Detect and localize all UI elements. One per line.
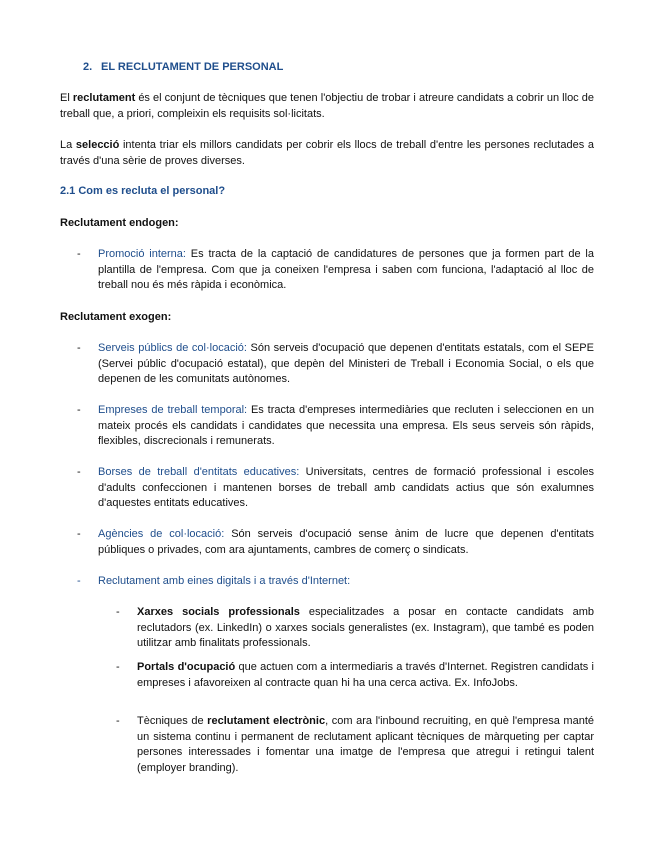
section-heading xyxy=(83,60,283,76)
intro-p2-prefix: La xyxy=(60,139,76,151)
digital-item xyxy=(116,714,594,776)
subsection-title: 2.1 Com es recluta el personal? xyxy=(60,185,226,197)
digital-bold: Portals d'ocupació xyxy=(137,661,236,673)
item-text: Es tracta d'empreses intermediàries que recluten i seleccionen en un mateix procés els candidats i candidates que necessita una empresa. Els seus serveis són ràpids, flexibles, discrecionals i remunerats. xyxy=(98,404,594,447)
digital-item xyxy=(116,605,594,652)
endogen-item xyxy=(77,247,594,294)
digital-prefix: Tècniques de xyxy=(137,715,208,727)
item-term: Borses de treball d'entitats educatives: xyxy=(98,466,300,478)
item-term: Agències de col·locació: xyxy=(98,528,225,540)
bullet-dash: - xyxy=(77,466,81,478)
item-text: Universitats, centres de formació professional i escoles d'adults confeccionen i mantenen borses de treball amb candidats actius que són exalumnes d'aquestes entitats educatives. xyxy=(98,466,594,509)
intro-p1-prefix: El xyxy=(60,92,73,104)
item-text: Són serveis d'ocupació sense ànim de lucre que depenen d'entitats públiques o privades, com ara ajuntaments, cambres de comerç o sindicats. xyxy=(98,528,595,556)
bullet-dash: - xyxy=(77,404,81,416)
digital-rest: especialitzades a posar en contacte candidats amb reclutadors (ex. LinkedIn) o xarxes socials generalistes (ex. Instagram), que també es poden utilitzar amb finalitats professionals. xyxy=(137,606,595,649)
intro-p1-bold: reclutament xyxy=(72,92,136,104)
endogen-heading: Reclutament endogen: xyxy=(60,217,179,229)
intro-p2-bold: selecció xyxy=(75,139,120,151)
exogen-item xyxy=(77,465,594,512)
exogen-item xyxy=(77,341,594,388)
exogen-item xyxy=(77,403,594,450)
exogen-item xyxy=(77,527,594,558)
bullet-dash: - xyxy=(77,575,81,587)
digital-rest: , com ara l'inbound recruiting, en què l'empresa manté un sistema continu i permanent de reclutament aplicant tècniques de màrqueting per captar persones interessades i fomentar una imatge de l'empresa que atregui i retingui talent (employer branding). xyxy=(137,715,594,774)
section-title: EL RECLUTAMENT DE PERSONAL xyxy=(101,61,284,73)
digital-item xyxy=(116,660,594,691)
digital-bold: Xarxes socials professionals xyxy=(137,606,300,618)
bullet-dash: - xyxy=(116,715,120,727)
item-term: Serveis públics de col·locació: xyxy=(98,342,247,354)
bullet-dash: - xyxy=(116,606,120,618)
bullet-dash: - xyxy=(77,528,81,540)
item-term: Promoció interna: xyxy=(98,248,186,260)
item-term: Reclutament amb eines digitals i a través d'Internet: xyxy=(98,575,351,587)
intro-p1-rest: és el conjunt de tècniques que tenen l'objectiu de trobar i atreure candidats a cobrir un lloc de treball que, a priori, compleixin els requisits sol·licitats. xyxy=(60,92,595,120)
item-term: Empreses de treball temporal: xyxy=(98,404,248,416)
section-number: 2. xyxy=(83,61,93,73)
item-text: Són serveis d'ocupació que depenen d'entitats estatals, com el SEPE (Servei públic d'ocupació estatal), que depèn del Ministeri de Treball i Economia Social, o els que depenen de les comunitats autònomes. xyxy=(98,342,594,385)
digital-bold: reclutament electrònic xyxy=(207,715,326,727)
intro-paragraph-1 xyxy=(60,91,594,122)
exogen-item xyxy=(77,574,594,590)
exogen-heading: Reclutament exogen: xyxy=(60,311,172,323)
intro-p2-rest: intenta triar els millors candidats per cobrir els llocs de treball d'entre les persones reclutades a través d'una sèrie de proves diverses. xyxy=(60,139,594,167)
bullet-dash: - xyxy=(77,342,81,354)
item-text: Es tracta de la captació de candidatures de persones que ja formen part de la plantilla de l'empresa. Com que ja coneixen l'empresa i saben com funciona, l'adaptació al lloc de treball nou és més ràpida i econòmica. xyxy=(98,248,594,291)
intro-paragraph-2 xyxy=(60,138,594,169)
bullet-dash: - xyxy=(116,661,120,673)
digital-rest: que actuen com a intermediaris a través d'Internet. Registren candidats i empreses i afavoreixen al contracte quan hi ha una cerca activa. Ex. InfoJobs. xyxy=(137,661,595,689)
bullet-dash: - xyxy=(77,248,81,260)
